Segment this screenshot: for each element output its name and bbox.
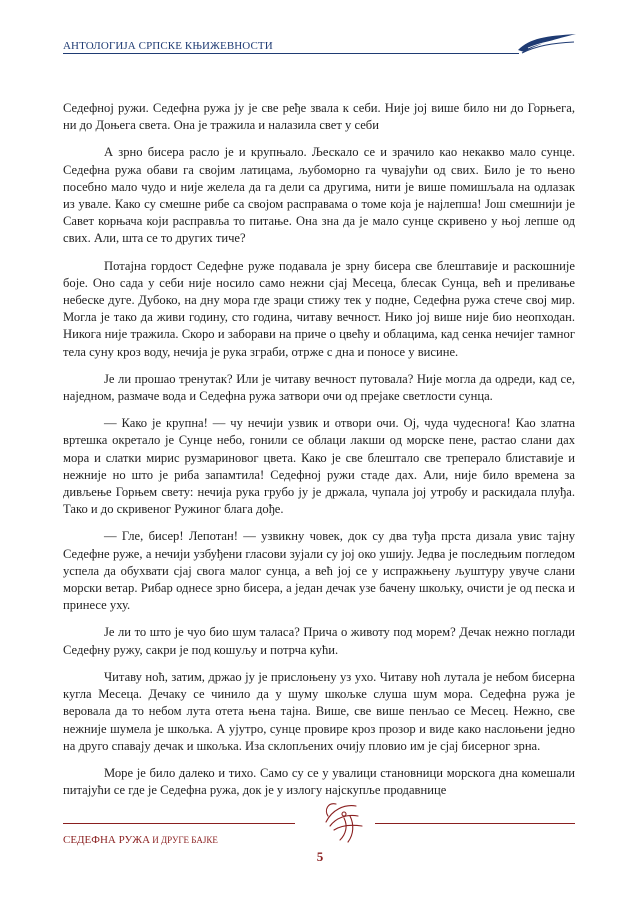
paragraph: Море је било далеко и тихо. Само су се у увалици становници морскога дна комешали питајући се где је Седефна ружа, док је у излогу најскупље продавнице [63, 765, 575, 798]
footer-rule-right [375, 823, 575, 824]
paragraph: Седефној ружи. Седефна ружа ју је све ређе звала к себи. Није јој више било ни до Горњега, ни до Доњега света. Она је тражила и налазила свет у себи [63, 101, 575, 133]
running-header-title: АНТОЛОГИЈА СРПСКЕ КЊИЖЕВНОСТИ [63, 40, 273, 52]
paragraph: Је ли то што је чуо био шум таласа? Прича о животу под морем? Дечак нежно поглади Седефну ружу, сакри је под кошуљу и потрча кући. [63, 625, 575, 657]
paragraph: Читаву ноћ, затим, држао ју је прислоњену уз ухо. Читаву ноћ лутала је небом бисерна кугла Месеца. Дечаку се чинило да у шуму шкољке слуша шум мора. Седефна ружа је веровала да то небом лута отета њена тајна. Више, све више пенљао се Месец. Нежно, све нежније шумела је шкољка. А ујутро, сунце провире кроз прозор и виде како наслоњени једно на друго спавају дечак и шкољка. Иза склопљених очију пловио им је сјај бисерног зрна. [63, 669, 575, 753]
paragraph: — Како је крупна! — чу нечији узвик и отвори очи. Ој, чуда чудеснога! Као златна вртешка окретало је Сунце небо, гонили се облаци лакши од морске пене, растао слани дах мора и слатки мирис рузмариновог цвета. Како је све блештало све треперало блиставије и нежније но што је риба запамтила! Седефној ружи стаде дах. Али, није било времена за дивљење Горњем свету: нечија рука грубо ју је држала, чупала јој утробу и раскидала плуђа. Тако и до скривеног Ружиног блага дође. [63, 416, 575, 517]
header-rule [63, 53, 519, 54]
body-text [63, 100, 575, 809]
paragraph: — Гле, бисер! Лепотан! — узвикну човек, док су два туђа прста дизала увис тајну Седефне руже, а нечији узбуђени гласови зујали су јој око ушију. Једва је последњим погледом успела да обухвати сјај свога малог сунца, а већ јој се у испражњену љуштуру увуче слани морски ветар. Рибар однесе зрно бисера, а један дечак узе бачену шкољку, очисти је од песка и принесе уху. [63, 529, 575, 613]
running-footer-title [63, 834, 218, 846]
wave-swoosh-icon [516, 30, 578, 54]
page-number: 5 [316, 849, 324, 864]
paragraph: Потајна гордост Седефне руже подавала је зрну бисера све блештавије и раскошније боје. Оно сада у себи није носило само нежни сјај Месеца, блесак Сунца, већ и преливање небеске дуге. Дубоко, на дну мора где зраци стижу тек у подне, Седефна ружа стече свој мир. Могла је тако да живи годину, сто година, читаву вечност. Нико јој више није био неопходан. Никога није тражила. Скоро и заборави на приче о цвећу и облацима, кад сенка нечијег тамног тела суну кроз воду, нечија је рука зграби, отрже с дна и поносе у висине. [63, 258, 575, 359]
footer-title-subtitle: И ДРУГЕ БАЈКЕ [150, 835, 218, 845]
flourish-ornament-icon [318, 796, 370, 846]
footer-title-main: СЕДЕФНА РУЖА [63, 834, 151, 846]
footer-rule-left [63, 823, 295, 824]
paragraph: А зрно бисера расло је и крупњало. Љескало се и зрачило као некакво мало сунце. Седефна ружа обави га својим латицама, љубоморно га чувајући од свих. Било је то њено посебно мало чудо и није желела да га дели са другима, нити је више помишљала на одлазак из увале. Како су смешне рибе са својом расправама о томе која је најлепша! Још смешнији је Савет корњача који расправља то питање. Она зна да је мало сунце скривено у њој лепше од свих. Али, шта се то других тиче? [63, 145, 575, 246]
paragraph: Је ли прошао тренутак? Или је читаву вечност путовала? Није могла да одреди, кад се, наједном, размаче вода и Седефна ружа затвори очи од прејаке светлости сунца. [63, 371, 575, 404]
